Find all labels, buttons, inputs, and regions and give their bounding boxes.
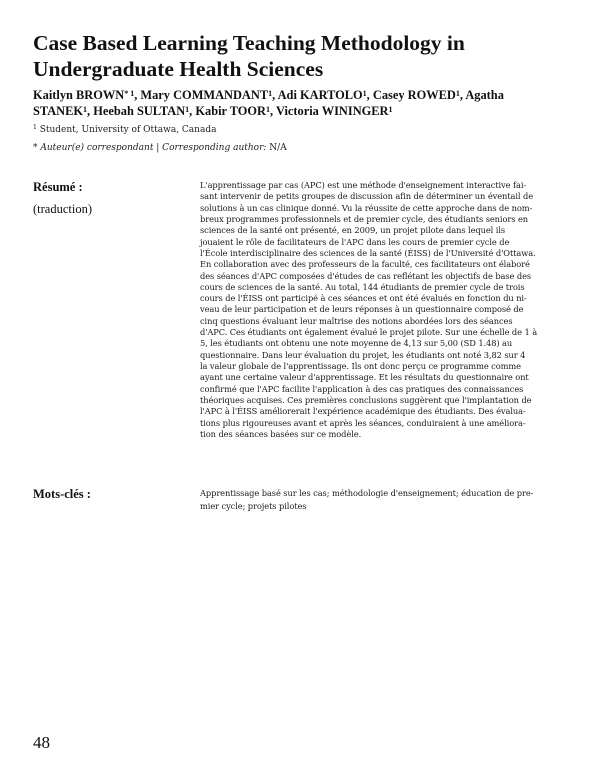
abstract-line: cours de sciences de la santé. Au total, 144 étudiants de premier cycle de trois bbox=[200, 281, 525, 292]
author-list bbox=[33, 87, 568, 119]
author-affiliation-marker: 1 bbox=[83, 105, 88, 114]
abstract-line: sant intervenir de petits groupes de discussion afin de déterminer un éventail de bbox=[200, 191, 534, 202]
page-number: 48 bbox=[33, 733, 50, 752]
author-name: Casey ROWED bbox=[372, 88, 456, 102]
author-affiliation-marker: 1 bbox=[185, 105, 190, 114]
keywords-body bbox=[200, 487, 550, 512]
author-affiliation-marker: 1 bbox=[362, 89, 367, 98]
author-affiliation-marker: 1 bbox=[388, 105, 393, 114]
author-separator: , bbox=[189, 104, 196, 118]
page-title bbox=[33, 30, 573, 82]
corresponding-author-value: N/A bbox=[269, 143, 287, 153]
abstract-line: tions plus rigoureuses avant et après les séances, conduiraient à une améliora- bbox=[200, 417, 526, 428]
author-line-1 bbox=[33, 88, 504, 102]
author-affiliation-marker: 1 bbox=[265, 105, 270, 114]
abstract-line: breux programmes professionnels et de premier cycle, des étudiants seniors en bbox=[200, 213, 528, 224]
author-separator: , bbox=[87, 104, 94, 118]
abstract-line: ayant une certaine valeur d'apprentissage. Et les résultats du questionnaire ont bbox=[200, 372, 529, 383]
abstract-line: confirmé que l'APC facilite l'application à des cas pratiques des connaissances bbox=[200, 383, 524, 394]
title-line-1: Case Based Learning Teaching Methodology in bbox=[33, 31, 465, 55]
author-separator: , bbox=[272, 88, 278, 102]
abstract-line: jouaient le rôle de facilitateurs de l'APC dans les cours de premier cycle de bbox=[200, 236, 510, 247]
author-name: Victoria WININGER bbox=[275, 104, 389, 118]
corresponding-author-note bbox=[33, 142, 287, 154]
abstract-line: l'École interdisciplinaire des sciences de la santé (ÉISS) de l'Université d'Ottawa. bbox=[200, 247, 536, 258]
keywords-line: mier cycle; projets pilotes bbox=[200, 500, 307, 511]
author-separator: , bbox=[459, 88, 466, 102]
author-name: Kaitlyn BROWN bbox=[33, 88, 125, 102]
abstract-line: d'APC. Ces étudiants ont également évalué le projet pilote. Sur une échelle de 1 à bbox=[200, 327, 538, 338]
affiliation-marker: 1 bbox=[33, 124, 37, 131]
abstract-line: théoriques acquises. Ces premières conclusions suggèrent que l'implantation de bbox=[200, 394, 532, 405]
affiliation-text: Student, University of Ottawa, Canada bbox=[39, 125, 217, 135]
author-name: STANEK bbox=[33, 104, 84, 118]
abstract-heading: Résumé : bbox=[33, 180, 83, 194]
abstract-line: cours de l'ÉISS ont participé à ces séances et ont été évalués en fonction du ni- bbox=[200, 293, 527, 304]
abstract-line: 5, les étudiants ont obtenu une note moyenne de 4,13 sur 5,00 (SD 1.48) au bbox=[200, 338, 513, 349]
abstract-body bbox=[200, 180, 547, 440]
abstract-line: En collaboration avec des professeurs de la faculté, ces facilitateurs ont élaboré bbox=[200, 259, 530, 270]
abstract-line: veau de leur participation et de leurs réponses à un questionnaire composé de bbox=[200, 304, 524, 315]
author-separator: , bbox=[134, 88, 141, 102]
abstract-translation-note: (traduction) bbox=[33, 202, 93, 216]
author-name: Mary COMMANDANT bbox=[140, 88, 269, 102]
abstract-line: tion des séances basées sur ce modèle. bbox=[200, 428, 362, 439]
author-affiliation-marker: * 1 bbox=[124, 89, 135, 98]
author-name: Adi KARTOLO bbox=[277, 88, 363, 102]
abstract-line: L'apprentissage par cas (APC) est une méthode d'enseignement interactive fai- bbox=[200, 180, 527, 190]
abstract-line: solutions à un cas clinique donné. Vu la réussite de cette approche dans de nom- bbox=[200, 202, 533, 213]
author-separator: , bbox=[269, 104, 276, 118]
author-name: Agatha bbox=[465, 88, 504, 102]
keywords-heading: Mots-clés : bbox=[33, 487, 91, 501]
abstract-line: l'APC à l'ÉISS améliorerait l'expérience académique des étudiants. Des évalua- bbox=[200, 406, 526, 417]
keywords-line: Apprentissage basé sur les cas; méthodologie d'enseignement; éducation de pre- bbox=[200, 488, 534, 498]
abstract-line: des séances d'APC composées d'études de cas reflétant les objectifs de base des bbox=[200, 270, 532, 281]
abstract-line: questionnaire. Dans leur évaluation du projet, les étudiants ont noté 3,82 sur 4 bbox=[200, 349, 526, 360]
author-name: Kabir TOOR bbox=[195, 104, 266, 118]
abstract-line: cinq questions évaluant leur maîtrise des notions abordées lors des séances bbox=[200, 315, 513, 326]
author-name: Heebah SULTAN bbox=[93, 104, 186, 118]
corresponding-author-label: * Auteur(e) correspondant | Corresponding author: bbox=[33, 143, 267, 153]
abstract-line: la valeur globale de l'apprentissage. Ils ont donc perçu ce programme comme bbox=[200, 361, 521, 371]
affiliation bbox=[33, 124, 216, 136]
author-affiliation-marker: 1 bbox=[268, 89, 273, 98]
author-line-2 bbox=[33, 104, 393, 118]
title-line-2: Undergraduate Health Sciences bbox=[33, 57, 324, 81]
abstract-line: sciences de la santé ont présenté, en 2009, un projet pilote dans lequel ils bbox=[200, 225, 506, 236]
author-separator: , bbox=[366, 88, 373, 102]
author-affiliation-marker: 1 bbox=[455, 89, 460, 98]
